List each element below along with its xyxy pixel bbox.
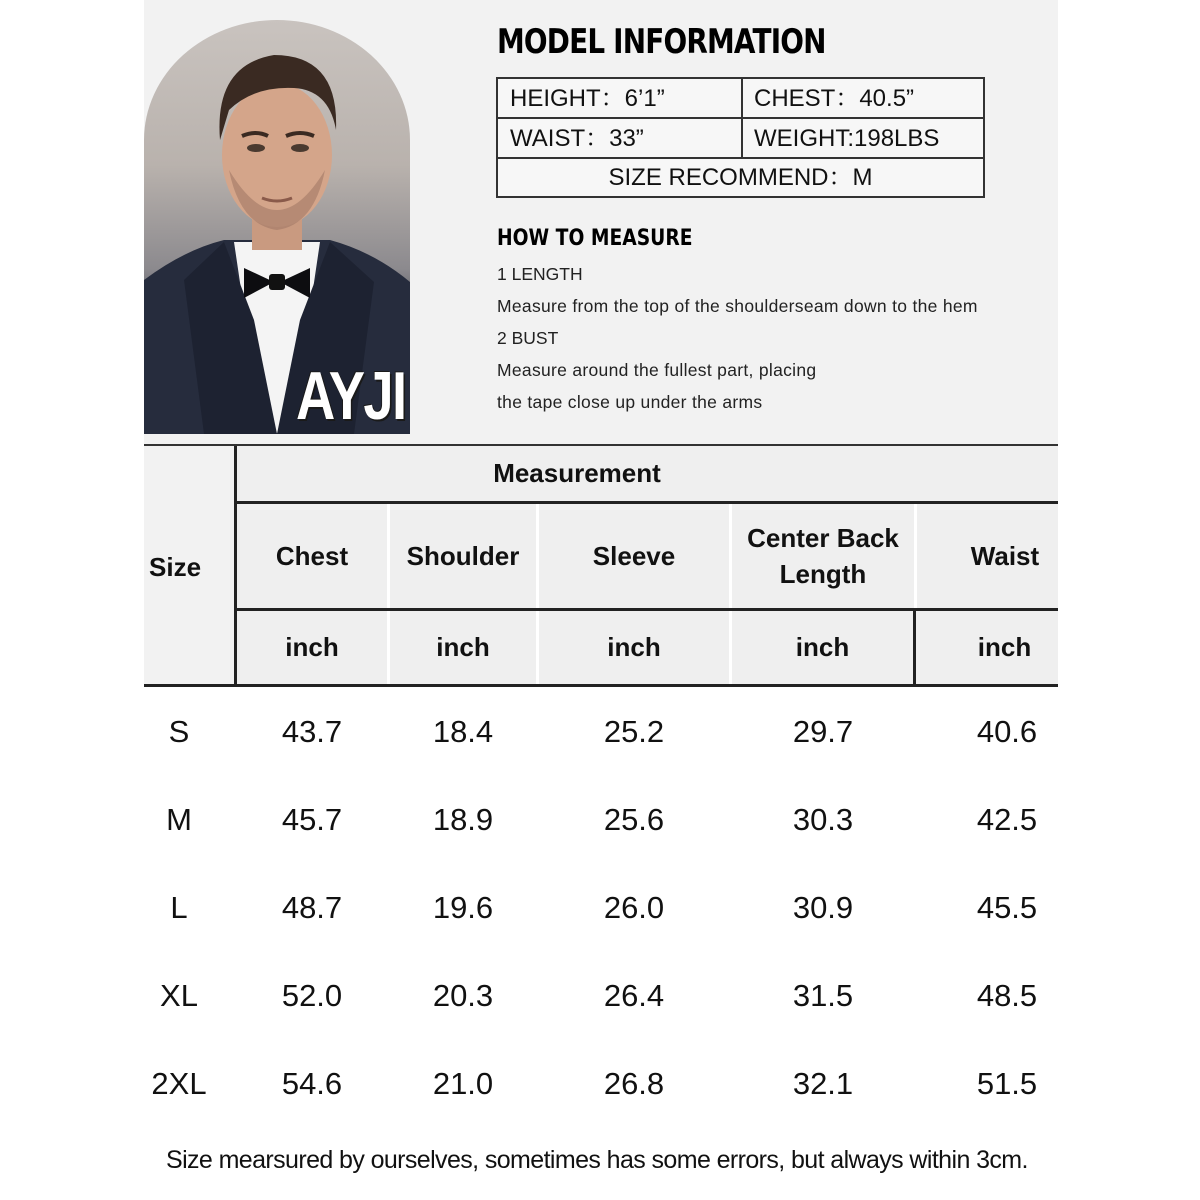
- unit-label: inch: [539, 611, 729, 684]
- table-row: [144, 790, 1058, 850]
- column-header-label: Center Back: [747, 523, 899, 553]
- size-cell: S: [168, 714, 190, 749]
- waist-cell: 48.5: [976, 978, 1038, 1013]
- column-header-center-back-length: [732, 504, 914, 608]
- bust-instruction: Measure around the fullest part, placing: [497, 360, 817, 380]
- shoulder-cell: 20.3: [432, 978, 494, 1013]
- shoulder-cell: 19.6: [432, 890, 494, 925]
- unit-label: inch: [732, 611, 913, 684]
- column-header-chest: [237, 504, 387, 608]
- chest-cell: 54.6: [281, 1066, 343, 1101]
- center-back-length-cell: 29.7: [792, 714, 854, 749]
- chest-cell: 45.7: [281, 802, 343, 837]
- measurement-group-header: Measurement: [493, 458, 661, 488]
- table-row: [144, 966, 1058, 1026]
- column-header-label: Length: [779, 559, 867, 589]
- center-back-length-cell: 30.3: [792, 802, 854, 837]
- size-cell: 2XL: [151, 1066, 207, 1101]
- center-back-length-cell: 30.9: [792, 890, 854, 925]
- shoulder-cell: 18.9: [432, 802, 494, 837]
- column-header-label: Waist: [970, 541, 1040, 571]
- waist-cell: 51.5: [976, 1066, 1038, 1101]
- waist-cell: 40.6: [976, 714, 1038, 749]
- chest-cell: 48.7: [281, 890, 343, 925]
- column-header-sleeve: [539, 504, 729, 608]
- model-row: [498, 79, 983, 119]
- footnote: Size mearsured by ourselves, sometimes has some errors, but always within 3cm.: [166, 1146, 1028, 1174]
- brand-logo: AYJI: [296, 358, 406, 434]
- sleeve-cell: 26.0: [603, 890, 665, 925]
- sleeve-cell: 25.2: [603, 714, 665, 749]
- bust-heading: 2 BUST: [497, 328, 559, 348]
- column-header-label: Sleeve: [592, 541, 676, 571]
- column-header-label: Chest: [275, 541, 349, 571]
- model-row: [498, 119, 983, 159]
- sleeve-cell: 25.6: [603, 802, 665, 837]
- center-back-length-cell: 31.5: [792, 978, 854, 1013]
- model-height: HEIGHT：6’1”: [510, 85, 665, 112]
- model-chest: CHEST：40.5”: [754, 85, 915, 112]
- unit-label: inch: [237, 611, 387, 684]
- shoulder-cell: 18.4: [432, 714, 494, 749]
- center-back-length-cell: 32.1: [792, 1066, 854, 1101]
- length-instruction: Measure from the top of the shoulderseam down to the hem: [497, 296, 978, 316]
- how-to-measure-title: HOW TO MEASURE: [497, 226, 693, 251]
- divider: [913, 611, 916, 684]
- bust-instruction: the tape close up under the arms: [497, 392, 763, 412]
- column-header-shoulder: [390, 504, 536, 608]
- sleeve-cell: 26.8: [603, 1066, 665, 1101]
- shoulder-cell: 21.0: [432, 1066, 494, 1101]
- chest-cell: 52.0: [281, 978, 343, 1013]
- length-heading: 1 LENGTH: [497, 264, 583, 284]
- model-weight: WEIGHT:198LBS: [754, 125, 940, 152]
- size-cell: XL: [160, 978, 198, 1013]
- waist-cell: 42.5: [976, 802, 1038, 837]
- unit-label: inch: [916, 611, 1058, 684]
- model-row: [498, 159, 983, 196]
- size-cell: M: [166, 802, 192, 837]
- table-row: [144, 702, 1058, 762]
- table-row: [144, 878, 1058, 938]
- chest-cell: 43.7: [281, 714, 343, 749]
- model-info-table: [496, 77, 985, 198]
- size-cell: L: [170, 890, 188, 925]
- model-info-title: MODEL INFORMATION: [497, 22, 826, 62]
- column-header-label: Shoulder: [406, 541, 520, 571]
- unit-label: inch: [390, 611, 536, 684]
- divider: [144, 684, 1058, 687]
- sleeve-cell: 26.4: [603, 978, 665, 1013]
- model-waist: WAIST：33”: [510, 125, 644, 152]
- column-header-waist: [917, 504, 1058, 608]
- size-column-header: Size: [149, 552, 202, 582]
- table-row: [144, 1054, 1058, 1114]
- model-size-recommend: SIZE RECOMMEND：M: [608, 164, 873, 191]
- waist-cell: 45.5: [976, 890, 1038, 925]
